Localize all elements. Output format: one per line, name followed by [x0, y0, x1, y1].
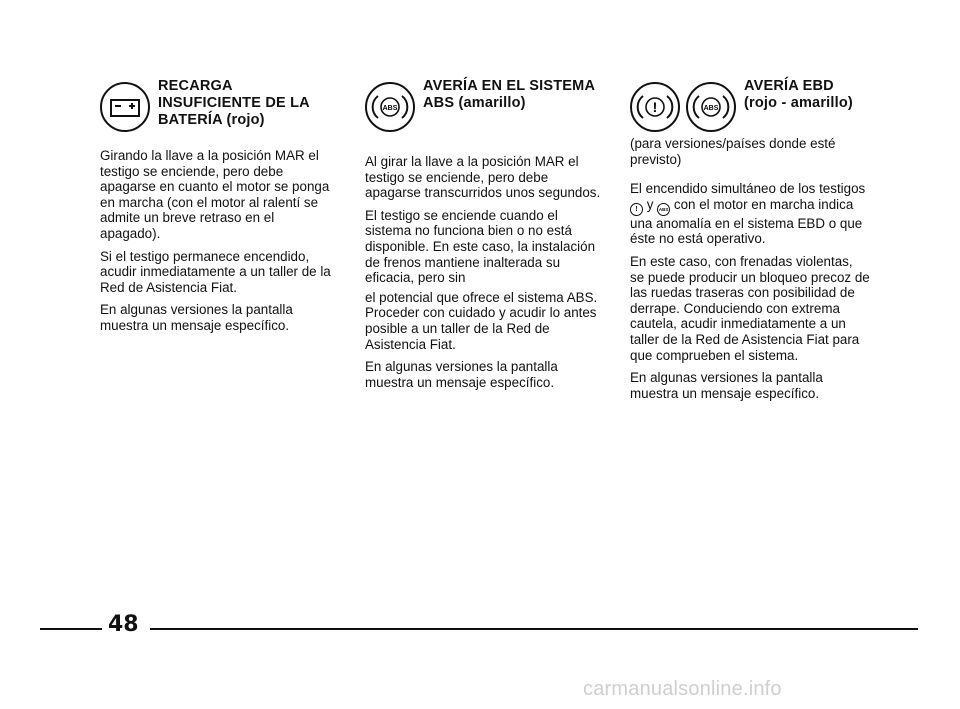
inline-abs-icon: ABS	[657, 203, 670, 216]
footer-rule-left	[40, 628, 102, 630]
paragraph: En algunas versiones la pantalla muestra un mensaje específico.	[100, 302, 293, 333]
watermark: carmanualsonline.info	[583, 678, 782, 700]
section-header	[100, 78, 335, 132]
section-title: AVERÍA EN EL SISTEMA ABS (amarillo)	[423, 78, 595, 111]
icon-group	[630, 78, 736, 132]
paragraph: En este caso, con frenadas violentas, se puede producir un bloqueo precoz de las ruedas traseras con posibilidad de derrape. Conduciendo con extrema cautela, acudir inmediatamente a un taller de la Red de Asistencia Fiat para que comprueben el sistema.	[630, 253, 870, 363]
paragraph: el potencial que ofrece el sistema ABS. Proceder con cuidado y acudir lo antes posible a un taller de la Red de Asistencia Fiat.	[365, 289, 598, 352]
warning-glyph: !	[652, 99, 658, 115]
text-fragment: con el motor en marcha indica una anomalía en el sistema EBD o que éste no está operativo.	[630, 196, 863, 247]
section-title: RECARGA INSUFICIENTE DE LA BATERÍA (rojo)	[158, 78, 310, 128]
paragraph: Si el testigo permanece encendido, acudir inmediatamente a un taller de la Red de Asistencia Fiat.	[100, 248, 331, 295]
inline-brake-warning-icon: !	[630, 203, 643, 216]
abs-label: ABS	[703, 105, 719, 112]
section-battery	[100, 78, 335, 341]
battery-icon	[100, 82, 150, 132]
paragraph: En algunas versiones la pantalla muestra un mensaje específico.	[630, 370, 823, 401]
paragraph	[630, 181, 870, 247]
section-abs	[365, 78, 605, 397]
footer-rule-right	[150, 628, 918, 630]
page-number: 48	[108, 612, 139, 637]
section-ebd	[630, 78, 870, 408]
paragraph: El testigo se enciende cuando el sistema no funciona bien o no está disponible. En este caso, la instalación de frenos mantiene inalterada su eficacia, pero sin	[365, 207, 596, 286]
paragraph: (para versiones/países donde esté previsto)	[630, 136, 836, 167]
brake-warning-icon	[630, 82, 680, 132]
paragraph: Girando la llave a la posición MAR el testigo se enciende, pero debe apagarse en cuanto el motor se ponga en marcha (con el motor al ralentí se admite un breve retraso en el apagado).	[100, 148, 330, 241]
text-fragment: y	[646, 196, 654, 212]
paragraph: En algunas versiones la pantalla muestra un mensaje específico.	[365, 359, 558, 390]
section-header	[630, 78, 870, 132]
section-body	[630, 136, 870, 401]
section-body	[365, 154, 605, 390]
abs-icon	[365, 82, 415, 132]
section-header	[365, 78, 605, 132]
section-title: AVERÍA EBD (rojo - amarillo)	[744, 78, 853, 111]
abs-label: ABS	[382, 105, 398, 112]
paragraph: Al girar la llave a la posición MAR el testigo se enciende, pero debe apagarse transcurridos unos segundos.	[365, 154, 601, 201]
abs-icon	[686, 82, 736, 132]
text-fragment: El encendido simultáneo de los testigos	[630, 181, 866, 197]
section-body	[100, 148, 335, 334]
